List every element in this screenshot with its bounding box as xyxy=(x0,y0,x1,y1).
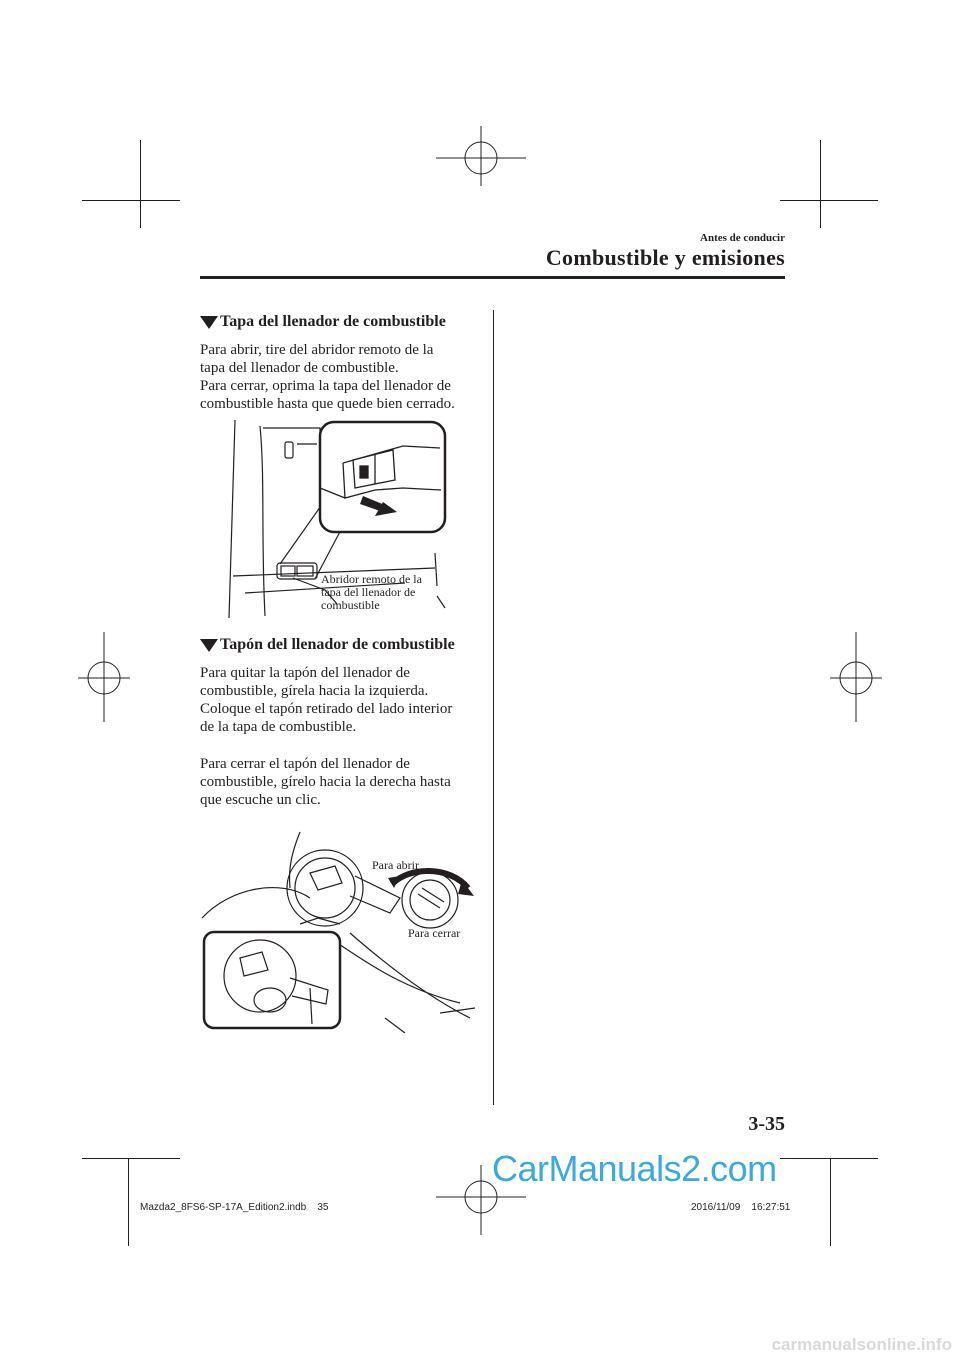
fuel-door-heading-text: Tapa del llenador de combustible xyxy=(220,313,446,330)
site-watermark: carmanualsonline.info xyxy=(771,1335,952,1354)
crop-mark xyxy=(140,140,141,228)
crop-mark xyxy=(830,1158,831,1246)
footer-file: Mazda2_8FS6-SP-17A_Edition2.indb 35 xyxy=(140,1202,329,1213)
crop-mark xyxy=(82,200,180,201)
watermark-logo: CarManuals2.com xyxy=(492,1148,777,1189)
crop-mark xyxy=(820,140,821,228)
fuel-door-caption: Abridor remoto de la tapa del llenador de combustible xyxy=(321,572,422,612)
crop-mark xyxy=(82,1158,180,1159)
footer-timestamp: 2016/11/09 16:27:51 xyxy=(691,1202,791,1213)
section-title: Combustible y emisiones xyxy=(545,245,785,270)
fuel-cap-heading-text: Tapón del llenador de combustible xyxy=(220,636,455,653)
column-divider xyxy=(493,310,494,1105)
triangle-bullet-icon xyxy=(200,316,218,329)
crop-mark xyxy=(128,1158,129,1246)
fuel-cap-text-1: Para quitar la tapón del llenador de combustible, gírela hacia la izquierda. Coloque el tapón retirado del lado interior de la tapa de combustible. xyxy=(200,665,453,735)
page-number: 3-35 xyxy=(748,1113,785,1135)
registration-mark-icon xyxy=(436,126,526,186)
crop-mark xyxy=(780,200,878,201)
label-close: Para cerrar xyxy=(408,926,461,940)
crop-mark xyxy=(780,1158,878,1159)
fuel-door-heading xyxy=(200,313,446,331)
header-rule xyxy=(200,276,785,279)
fuel-cap-text-2: Para cerrar el tapón del llenador de combustible, gírelo hacia la derecha hasta que escuche un clic. xyxy=(200,756,451,808)
triangle-bullet-icon xyxy=(200,639,218,652)
fuel-door-text: Para abrir, tire del abridor remoto de la tapa del llenador de combustible. Para cerrar, oprima la tapa del llenador de combustible hasta que quede bien cerrado. xyxy=(200,342,455,412)
label-open: Para abrir xyxy=(372,858,419,872)
registration-mark-icon xyxy=(830,632,882,722)
fuel-cap-heading xyxy=(200,636,455,654)
section-label: Antes de conducir xyxy=(700,232,785,244)
registration-mark-icon xyxy=(78,632,130,722)
